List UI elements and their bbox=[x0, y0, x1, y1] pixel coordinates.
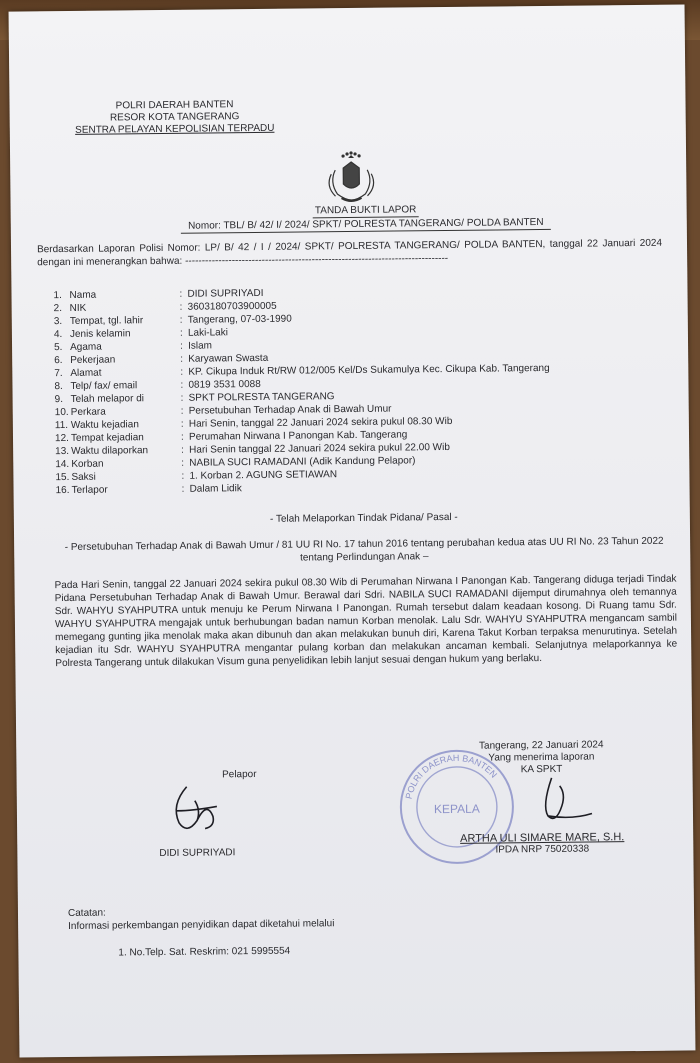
notes-title: Catatan: bbox=[67, 907, 106, 919]
field-number: 5. bbox=[54, 342, 63, 354]
field-colon: : bbox=[180, 366, 184, 378]
field-colon: : bbox=[180, 392, 184, 404]
field-number: 16. bbox=[55, 484, 70, 497]
letterhead-line1: POLRI DAERAH BANTEN bbox=[115, 99, 234, 112]
narrative-paragraph: Pada Hari Senin, tanggal 22 Januari 2024 sekira pukul 08.30 Wib di Perumahan Nirwana I Panongan Kab. Tangerang diduga terjadi Tindak Pidana Persetubuhan Terhadap Anak di Bawah Umur. Berawal dari Sdri. NABILA SUCI RAMADANI dijemput dirumahnya oleh temannya Sdr. WAHYU SYAHPUTRA untuk menuju ke Perum Nirwana I Panongan. Rumah tersebut dalam keadaan kosong. Di Ruang tamu Sdr. WAHYU SYAHPUTRA mengajak untuk berhubungan badan namun Korban menolak. Lalu Sdr. WAHYU SYAHPUTRA mengancam sambil memegang gunting jika menolak maka akan dibunuh dan akan melakukan bunuh diri, Karena Takut Korban terpaksa menurutinya. Setelah kejadian itu Sdr. WAHYU SYAHPUTRA mengantar pulang korban dan melakukan ancaman kembali. Selanjutnya melaporkannya ke Polresta Tangerang untuk dilakukan Visum guna penyelidikan lebih lanjut sesuai dengan hukum yang berlaku. bbox=[54, 573, 678, 670]
police-emblem-icon bbox=[315, 148, 388, 207]
field-label: Waktu dilaporkan bbox=[71, 445, 149, 457]
signature-official-name: ARTHA ULI SIMARE MARE, S.H. bbox=[460, 831, 625, 845]
field-number: 1. bbox=[53, 290, 62, 302]
field-colon: : bbox=[180, 379, 184, 391]
field-colon: : bbox=[181, 483, 185, 495]
field-label: Perkara bbox=[70, 406, 106, 418]
field-label: Telah melapor di bbox=[70, 393, 145, 405]
field-number: 3. bbox=[53, 316, 63, 328]
signature-receiver: Yang menerima laporan bbox=[488, 751, 595, 764]
title-number: Nomor: TBL/ B/ 42/ I/ 2024/ SPKT/ POLRESTA TANGERANG/ POLDA BANTEN bbox=[181, 216, 551, 234]
field-number: 10. bbox=[54, 406, 69, 419]
field-number: 15. bbox=[55, 471, 70, 484]
document-title bbox=[181, 202, 551, 234]
field-colon: : bbox=[181, 470, 185, 482]
letterhead bbox=[69, 99, 279, 137]
field-value: Karyawan Swasta bbox=[188, 352, 269, 365]
letterhead-line2: RESOR KOTA TANGERANG bbox=[109, 111, 240, 124]
reporter-signature-block bbox=[136, 769, 257, 859]
stamp-center-text: KEPALA bbox=[433, 801, 480, 817]
field-number: 11. bbox=[54, 419, 69, 432]
signature-place-date: Tangerang, 22 Januari 2024 bbox=[478, 739, 604, 752]
field-label: NIK bbox=[69, 302, 87, 314]
field-number: 2. bbox=[53, 303, 63, 315]
field-colon: : bbox=[179, 340, 183, 352]
field-label: Waktu kejadian bbox=[70, 419, 139, 431]
reporter-role: Pelapor bbox=[222, 769, 257, 781]
field-value: 0819 3531 0088 bbox=[188, 378, 261, 391]
field-label: Tempat kejadian bbox=[70, 432, 144, 444]
letterhead-line3: SENTRA PELAYAN KEPOLISIAN TERPADU bbox=[75, 122, 275, 136]
field-number: 14. bbox=[55, 458, 70, 471]
reporter-name: DIDI SUPRIYADI bbox=[159, 847, 236, 860]
field-value: Hari Senin tanggal 22 Januari 2024 sekira pukul 22.00 Wib bbox=[189, 441, 450, 456]
article-line2: tentang Perlindungan Anak – bbox=[300, 551, 429, 564]
field-value: SPKT POLRESTA TANGERANG bbox=[188, 391, 335, 404]
title-main: TANDA BUKTI LAPOR bbox=[313, 203, 419, 218]
field-value: NABILA SUCI RAMADANI (Adik Kandung Pelapor) bbox=[189, 455, 416, 469]
field-value: Laki-Laki bbox=[187, 327, 229, 339]
field-value: 3603180703900005 bbox=[187, 300, 277, 313]
document-page bbox=[9, 4, 696, 1057]
signature-official-rank: IPDA NRP 75020338 bbox=[495, 843, 590, 856]
notes-section bbox=[68, 903, 489, 960]
field-colon: : bbox=[179, 327, 183, 339]
field-colon: : bbox=[180, 418, 184, 430]
notes-line1: Informasi perkembangan penyidikan dapat diketahui melalui bbox=[68, 918, 335, 932]
field-value: Islam bbox=[187, 340, 213, 352]
field-label: Nama bbox=[69, 289, 97, 301]
field-value: 1. Korban 2. AGUNG SETIAWAN bbox=[189, 469, 338, 482]
field-value: Dalam Lidik bbox=[189, 483, 242, 495]
statement-line: - Telah Melaporkan Tindak Pidana/ Pasal - bbox=[269, 511, 458, 525]
field-number: 13. bbox=[55, 445, 70, 458]
field-number: 12. bbox=[54, 432, 69, 445]
field-label: Pekerjaan bbox=[70, 354, 116, 366]
field-value: KP. Cikupa Induk Rt/RW 012/005 Kel/Ds Sukamulya Kec. Cikupa Kab. Tangerang bbox=[188, 362, 550, 378]
field-colon: : bbox=[181, 444, 184, 456]
signature-unit: KA SPKT bbox=[520, 763, 563, 776]
field-number: 6. bbox=[54, 355, 63, 367]
field-label: Agama bbox=[70, 341, 102, 353]
field-value: Tangerang, 07-03-1990 bbox=[187, 313, 292, 326]
receiver-signature-icon bbox=[482, 775, 603, 828]
field-colon: : bbox=[180, 353, 184, 365]
intro-paragraph: Berdasarkan Laporan Polisi Nomor: LP/ B/ 42 / I / 2024/ SPKT/ POLRESTA TANGERANG/ POLDA BANTEN, tanggal 22 Januari 2024 dengan ini menerangkan bahwa: ------------------------------------------------------------------------------- bbox=[36, 237, 663, 269]
field-number: 4. bbox=[53, 329, 63, 341]
field-number: 7. bbox=[54, 368, 63, 380]
field-label: Alamat bbox=[70, 367, 102, 379]
field-label: Terlapor bbox=[71, 484, 108, 496]
field-colon: : bbox=[180, 405, 184, 417]
field-number: 8. bbox=[54, 381, 63, 393]
field-colon: : bbox=[179, 301, 183, 313]
field-label: Telp/ fax/ email bbox=[70, 380, 138, 392]
field-colon: : bbox=[179, 314, 183, 326]
field-colon: : bbox=[179, 288, 183, 300]
field-label: Jenis kelamin bbox=[69, 328, 131, 340]
field-value: Perumahan Nirwana I Panongan Kab. Tangerang bbox=[188, 429, 408, 443]
field-value: Hari Senin, tanggal 22 Januari 2024 sekira pukul 08.30 Wib bbox=[188, 415, 453, 430]
reporter-signature-icon bbox=[157, 780, 238, 837]
notes-line2: 1. No.Telp. Sat. Reskrim: 021 5995554 bbox=[118, 945, 291, 959]
field-value: Persetubuhan Terhadap Anak di Bawah Umur bbox=[188, 403, 392, 417]
field-label: Saksi bbox=[71, 471, 96, 483]
field-label: Korban bbox=[71, 458, 104, 470]
field-colon: : bbox=[180, 431, 184, 443]
field-number: 9. bbox=[54, 394, 64, 406]
field-colon: : bbox=[181, 457, 185, 469]
field-label: Tempat, tgl. lahir bbox=[69, 315, 144, 327]
article-reference bbox=[54, 535, 674, 567]
stamp-ring-text: POLRI DAERAH BANTEN bbox=[403, 752, 500, 800]
report-fields bbox=[53, 283, 665, 497]
article-line1: - Persetubuhan Terhadap Anak di Bawah Umur / 81 UU RI No. 17 tahun 2016 tentang perubahan kedua atas UU RI No. 23 Tahun 2022 bbox=[64, 535, 664, 554]
receiver-signature-block bbox=[433, 739, 647, 857]
field-value: DIDI SUPRIYADI bbox=[187, 287, 264, 300]
